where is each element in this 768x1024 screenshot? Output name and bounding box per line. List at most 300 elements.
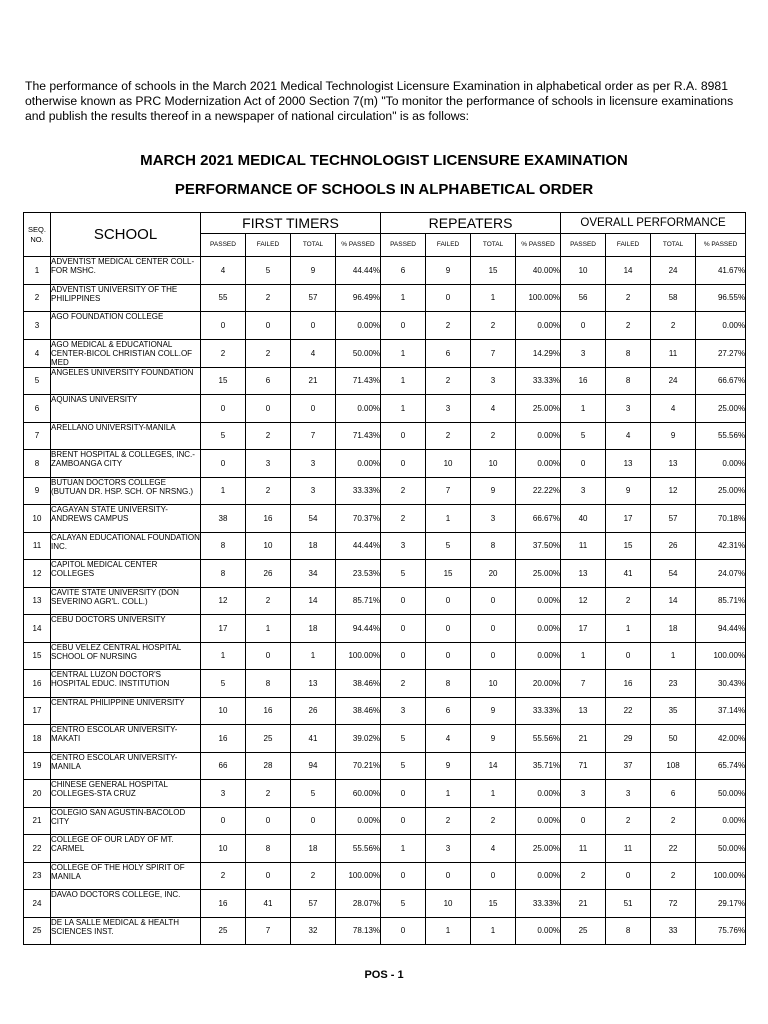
repeaters-failed-cell: 0: [426, 862, 471, 890]
first-timers-total-cell: 4: [291, 339, 336, 367]
rp-total-header: TOTAL: [471, 234, 516, 257]
table-row: [24, 505, 746, 533]
first-timers-passed-cell: 4: [201, 257, 246, 285]
overall-passed-cell: 21: [561, 725, 606, 753]
first-timers-failed-cell: 25: [246, 725, 291, 753]
overall-pct-passed-cell: 65.74%: [696, 752, 746, 780]
school-name: AQUINAS UNIVERSITY: [51, 395, 201, 423]
school-name: ARELLANO UNIVERSITY-MANILA: [51, 422, 201, 450]
repeaters-total-cell: 15: [471, 890, 516, 918]
overall-failed-cell: 0: [606, 862, 651, 890]
repeaters-pct-passed-cell: 14.29%: [516, 339, 561, 367]
overall-total-cell: 57: [651, 505, 696, 533]
seq-number: 8: [24, 450, 51, 478]
school-name: CEBU VELEZ CENTRAL HOSPITAL SCHOOL OF NURSING: [51, 642, 201, 670]
repeaters-passed-cell: 5: [381, 890, 426, 918]
overall-total-cell: 2: [651, 312, 696, 340]
ov-pct-passed-header: % PASSED: [696, 234, 746, 257]
overall-pct-passed-cell: 96.55%: [696, 284, 746, 312]
repeaters-pct-passed-cell: 33.33%: [516, 890, 561, 918]
first-timers-failed-cell: 8: [246, 670, 291, 698]
overall-passed-cell: 21: [561, 890, 606, 918]
first-timers-failed-cell: 2: [246, 339, 291, 367]
school-name: BRENT HOSPITAL & COLLEGES, INC.-ZAMBOANGA CITY: [51, 450, 201, 478]
school-name: COLLEGE OF THE HOLY SPIRIT OF MANILA: [51, 862, 201, 890]
first-timers-passed-cell: 15: [201, 367, 246, 395]
repeaters-failed-cell: 0: [426, 642, 471, 670]
table-row: [24, 615, 746, 643]
repeaters-total-cell: 14: [471, 752, 516, 780]
report-subtitle: PERFORMANCE OF SCHOOLS IN ALPHABETICAL ORDER: [174, 181, 594, 198]
first-timers-pct-passed-cell: 50.00%: [336, 339, 381, 367]
overall-total-cell: 18: [651, 615, 696, 643]
repeaters-total-cell: 10: [471, 450, 516, 478]
overall-pct-passed-cell: 41.67%: [696, 257, 746, 285]
first-timers-pct-passed-cell: 70.21%: [336, 752, 381, 780]
table-row: [24, 312, 746, 340]
first-timers-failed-cell: 16: [246, 697, 291, 725]
first-timers-failed-cell: 2: [246, 422, 291, 450]
repeaters-passed-cell: 1: [381, 284, 426, 312]
table-row: [24, 367, 746, 395]
school-name: CEBU DOCTORS UNIVERSITY: [51, 615, 201, 643]
repeaters-total-cell: 2: [471, 807, 516, 835]
overall-pct-passed-cell: 25.00%: [696, 395, 746, 423]
table-row: [24, 560, 746, 588]
overall-failed-cell: 4: [606, 422, 651, 450]
overall-passed-cell: 12: [561, 587, 606, 615]
seq-number: 9: [24, 477, 51, 505]
first-timers-passed-cell: 12: [201, 587, 246, 615]
overall-passed-cell: 2: [561, 862, 606, 890]
first-timers-pct-passed-cell: 44.44%: [336, 532, 381, 560]
first-timers-pct-passed-cell: 0.00%: [336, 312, 381, 340]
table-row: [24, 395, 746, 423]
repeaters-total-cell: 3: [471, 367, 516, 395]
first-timers-pct-passed-cell: 71.43%: [336, 367, 381, 395]
repeaters-total-cell: 9: [471, 725, 516, 753]
first-timers-pct-passed-cell: 100.00%: [336, 862, 381, 890]
first-timers-pct-passed-cell: 0.00%: [336, 450, 381, 478]
first-timers-pct-passed-cell: 60.00%: [336, 780, 381, 808]
first-timers-passed-cell: 0: [201, 807, 246, 835]
overall-pct-passed-cell: 100.00%: [696, 642, 746, 670]
repeaters-pct-passed-cell: 55.56%: [516, 725, 561, 753]
rp-passed-header: PASSED: [381, 234, 426, 257]
overall-failed-cell: 22: [606, 697, 651, 725]
overall-pct-passed-cell: 37.14%: [696, 697, 746, 725]
overall-passed-cell: 16: [561, 367, 606, 395]
table-row: [24, 807, 746, 835]
repeaters-passed-cell: 1: [381, 367, 426, 395]
repeaters-failed-cell: 1: [426, 505, 471, 533]
first-timers-pct-passed-cell: 55.56%: [336, 835, 381, 863]
first-timers-total-cell: 13: [291, 670, 336, 698]
first-timers-passed-cell: 10: [201, 835, 246, 863]
first-timers-total-cell: 7: [291, 422, 336, 450]
first-timers-pct-passed-cell: 71.43%: [336, 422, 381, 450]
repeaters-total-cell: 2: [471, 312, 516, 340]
repeaters-failed-cell: 8: [426, 670, 471, 698]
seq-number: 2: [24, 284, 51, 312]
school-name: CAPITOL MEDICAL CENTER COLLEGES: [51, 560, 201, 588]
first-timers-passed-cell: 8: [201, 560, 246, 588]
repeaters-passed-cell: 5: [381, 560, 426, 588]
overall-passed-cell: 13: [561, 560, 606, 588]
overall-failed-cell: 13: [606, 450, 651, 478]
header-row-groups: [24, 213, 746, 234]
repeaters-pct-passed-cell: 0.00%: [516, 642, 561, 670]
first-timers-total-cell: 0: [291, 395, 336, 423]
first-timers-pct-passed-cell: 44.44%: [336, 257, 381, 285]
first-timers-header: FIRST TIMERS: [201, 213, 381, 234]
ft-total-header: TOTAL: [291, 234, 336, 257]
overall-pct-passed-cell: 25.00%: [696, 477, 746, 505]
repeaters-total-cell: 0: [471, 862, 516, 890]
overall-total-cell: 2: [651, 807, 696, 835]
repeaters-failed-cell: 7: [426, 477, 471, 505]
repeaters-failed-cell: 2: [426, 422, 471, 450]
first-timers-total-cell: 0: [291, 312, 336, 340]
first-timers-pct-passed-cell: 78.13%: [336, 917, 381, 945]
repeaters-pct-passed-cell: 0.00%: [516, 587, 561, 615]
first-timers-pct-passed-cell: 38.46%: [336, 670, 381, 698]
first-timers-passed-cell: 5: [201, 670, 246, 698]
first-timers-failed-cell: 1: [246, 615, 291, 643]
seq-number: 25: [24, 917, 51, 945]
seq-number: 3: [24, 312, 51, 340]
repeaters-passed-cell: 2: [381, 477, 426, 505]
table-row: [24, 422, 746, 450]
overall-passed-cell: 11: [561, 532, 606, 560]
repeaters-pct-passed-cell: 33.33%: [516, 697, 561, 725]
overall-failed-cell: 15: [606, 532, 651, 560]
first-timers-failed-cell: 0: [246, 807, 291, 835]
repeaters-failed-cell: 0: [426, 587, 471, 615]
intro-paragraph: The performance of schools in the March 2021 Medical Technologist Licensure Examination in alphabetical order as per R.A. 8981 otherwise known as PRC Modernization Act of 2000 Section 7(m) "To monitor the performance of schools in licensure examinations and publish the results thereof in a newspaper of national circulation" is as follows:: [25, 79, 734, 123]
repeaters-failed-cell: 5: [426, 532, 471, 560]
seq-number: 24: [24, 890, 51, 918]
first-timers-pct-passed-cell: 85.71%: [336, 587, 381, 615]
first-timers-total-cell: 21: [291, 367, 336, 395]
first-timers-failed-cell: 5: [246, 257, 291, 285]
first-timers-passed-cell: 1: [201, 642, 246, 670]
seq-number: 12: [24, 560, 51, 588]
school-name: AGO FOUNDATION COLLEGE: [51, 312, 201, 340]
first-timers-passed-cell: 2: [201, 862, 246, 890]
school-name: COLEGIO SAN AGUSTIN-BACOLOD CITY: [51, 807, 201, 835]
repeaters-failed-cell: 4: [426, 725, 471, 753]
first-timers-passed-cell: 16: [201, 890, 246, 918]
overall-failed-cell: 14: [606, 257, 651, 285]
repeaters-pct-passed-cell: 0.00%: [516, 615, 561, 643]
overall-pct-passed-cell: 27.27%: [696, 339, 746, 367]
overall-failed-cell: 51: [606, 890, 651, 918]
overall-pct-passed-cell: 70.18%: [696, 505, 746, 533]
overall-passed-cell: 1: [561, 395, 606, 423]
overall-passed-cell: 0: [561, 312, 606, 340]
repeaters-pct-passed-cell: 0.00%: [516, 780, 561, 808]
overall-failed-cell: 2: [606, 587, 651, 615]
overall-passed-cell: 3: [561, 477, 606, 505]
overall-total-cell: 23: [651, 670, 696, 698]
overall-passed-cell: 5: [561, 422, 606, 450]
repeaters-failed-cell: 2: [426, 312, 471, 340]
overall-passed-cell: 17: [561, 615, 606, 643]
repeaters-total-cell: 1: [471, 780, 516, 808]
overall-passed-cell: 25: [561, 917, 606, 945]
school-name: ADVENTIST MEDICAL CENTER COLL-FOR MSHC.: [51, 257, 201, 285]
overall-total-cell: 13: [651, 450, 696, 478]
first-timers-passed-cell: 38: [201, 505, 246, 533]
first-timers-failed-cell: 8: [246, 835, 291, 863]
school-header: SCHOOL: [51, 213, 201, 257]
first-timers-failed-cell: 26: [246, 560, 291, 588]
seq-number: 17: [24, 697, 51, 725]
first-timers-total-cell: 18: [291, 532, 336, 560]
repeaters-pct-passed-cell: 0.00%: [516, 422, 561, 450]
seq-number: 1: [24, 257, 51, 285]
repeaters-failed-cell: 0: [426, 284, 471, 312]
report-title: MARCH 2021 MEDICAL TECHNOLOGIST LICENSURE EXAMINATION: [140, 152, 628, 169]
first-timers-passed-cell: 16: [201, 725, 246, 753]
first-timers-total-cell: 18: [291, 835, 336, 863]
first-timers-failed-cell: 2: [246, 587, 291, 615]
first-timers-pct-passed-cell: 94.44%: [336, 615, 381, 643]
overall-failed-cell: 41: [606, 560, 651, 588]
ov-total-header: TOTAL: [651, 234, 696, 257]
repeaters-failed-cell: 6: [426, 697, 471, 725]
table-row: [24, 697, 746, 725]
repeaters-failed-cell: 1: [426, 780, 471, 808]
first-timers-pct-passed-cell: 70.37%: [336, 505, 381, 533]
repeaters-total-cell: 7: [471, 339, 516, 367]
repeaters-total-cell: 8: [471, 532, 516, 560]
overall-failed-cell: 37: [606, 752, 651, 780]
first-timers-passed-cell: 66: [201, 752, 246, 780]
repeaters-passed-cell: 6: [381, 257, 426, 285]
overall-pct-passed-cell: 75.76%: [696, 917, 746, 945]
overall-pct-passed-cell: 66.67%: [696, 367, 746, 395]
overall-pct-passed-cell: 55.56%: [696, 422, 746, 450]
repeaters-pct-passed-cell: 100.00%: [516, 284, 561, 312]
overall-total-cell: 35: [651, 697, 696, 725]
repeaters-pct-passed-cell: 0.00%: [516, 807, 561, 835]
first-timers-pct-passed-cell: 38.46%: [336, 697, 381, 725]
repeaters-passed-cell: 1: [381, 339, 426, 367]
repeaters-pct-passed-cell: 25.00%: [516, 395, 561, 423]
repeaters-passed-cell: 0: [381, 862, 426, 890]
school-name: CAGAYAN STATE UNIVERSITY-ANDREWS CAMPUS: [51, 505, 201, 533]
overall-total-cell: 72: [651, 890, 696, 918]
table-row: [24, 752, 746, 780]
table-row: [24, 917, 746, 945]
seq-number: 14: [24, 615, 51, 643]
table-row: [24, 670, 746, 698]
first-timers-passed-cell: 8: [201, 532, 246, 560]
repeaters-pct-passed-cell: 35.71%: [516, 752, 561, 780]
overall-total-cell: 9: [651, 422, 696, 450]
table-row: [24, 257, 746, 285]
results-body: [24, 257, 746, 945]
repeaters-failed-cell: 3: [426, 395, 471, 423]
repeaters-total-cell: 20: [471, 560, 516, 588]
first-timers-pct-passed-cell: 0.00%: [336, 807, 381, 835]
repeaters-total-cell: 9: [471, 697, 516, 725]
overall-pct-passed-cell: 30.43%: [696, 670, 746, 698]
first-timers-pct-passed-cell: 28.07%: [336, 890, 381, 918]
first-timers-failed-cell: 0: [246, 312, 291, 340]
repeaters-passed-cell: 0: [381, 780, 426, 808]
overall-passed-cell: 3: [561, 339, 606, 367]
repeaters-pct-passed-cell: 25.00%: [516, 835, 561, 863]
overall-pct-passed-cell: 0.00%: [696, 450, 746, 478]
repeaters-total-cell: 0: [471, 642, 516, 670]
repeaters-failed-cell: 1: [426, 917, 471, 945]
first-timers-total-cell: 9: [291, 257, 336, 285]
overall-failed-cell: 1: [606, 615, 651, 643]
first-timers-failed-cell: 6: [246, 367, 291, 395]
overall-passed-cell: 40: [561, 505, 606, 533]
repeaters-total-cell: 4: [471, 395, 516, 423]
repeaters-header: REPEATERS: [381, 213, 561, 234]
overall-failed-cell: 29: [606, 725, 651, 753]
school-name: CENTRAL PHILIPPINE UNIVERSITY: [51, 697, 201, 725]
repeaters-total-cell: 1: [471, 284, 516, 312]
overall-pct-passed-cell: 50.00%: [696, 780, 746, 808]
seq-number: 15: [24, 642, 51, 670]
repeaters-passed-cell: 0: [381, 587, 426, 615]
overall-performance-header: OVERALL PERFORMANCE: [561, 213, 746, 234]
repeaters-failed-cell: 9: [426, 257, 471, 285]
overall-pct-passed-cell: 100.00%: [696, 862, 746, 890]
first-timers-total-cell: 32: [291, 917, 336, 945]
first-timers-failed-cell: 2: [246, 780, 291, 808]
first-timers-total-cell: 26: [291, 697, 336, 725]
first-timers-passed-cell: 25: [201, 917, 246, 945]
repeaters-pct-passed-cell: 40.00%: [516, 257, 561, 285]
overall-pct-passed-cell: 50.00%: [696, 835, 746, 863]
first-timers-failed-cell: 10: [246, 532, 291, 560]
repeaters-failed-cell: 10: [426, 890, 471, 918]
repeaters-total-cell: 9: [471, 477, 516, 505]
overall-passed-cell: 56: [561, 284, 606, 312]
first-timers-passed-cell: 3: [201, 780, 246, 808]
table-row: [24, 862, 746, 890]
seq-number: 5: [24, 367, 51, 395]
repeaters-pct-passed-cell: 37.50%: [516, 532, 561, 560]
overall-total-cell: 24: [651, 257, 696, 285]
overall-failed-cell: 8: [606, 367, 651, 395]
first-timers-failed-cell: 3: [246, 450, 291, 478]
overall-total-cell: 24: [651, 367, 696, 395]
first-timers-pct-passed-cell: 39.02%: [336, 725, 381, 753]
first-timers-pct-passed-cell: 0.00%: [336, 395, 381, 423]
table-row: [24, 284, 746, 312]
table-row: [24, 725, 746, 753]
first-timers-pct-passed-cell: 33.33%: [336, 477, 381, 505]
first-timers-passed-cell: 2: [201, 339, 246, 367]
school-name: CENTRO ESCOLAR UNIVERSITY-MANILA: [51, 752, 201, 780]
table-row: [24, 339, 746, 367]
school-name: CALAYAN EDUCATIONAL FOUNDATION INC.: [51, 532, 201, 560]
repeaters-passed-cell: 5: [381, 752, 426, 780]
repeaters-pct-passed-cell: 33.33%: [516, 367, 561, 395]
school-name: ANGELES UNIVERSITY FOUNDATION: [51, 367, 201, 395]
overall-failed-cell: 11: [606, 835, 651, 863]
overall-failed-cell: 9: [606, 477, 651, 505]
ov-passed-header: PASSED: [561, 234, 606, 257]
ft-failed-header: FAILED: [246, 234, 291, 257]
repeaters-total-cell: 2: [471, 422, 516, 450]
overall-passed-cell: 3: [561, 780, 606, 808]
first-timers-total-cell: 5: [291, 780, 336, 808]
repeaters-failed-cell: 2: [426, 367, 471, 395]
repeaters-failed-cell: 6: [426, 339, 471, 367]
repeaters-passed-cell: 2: [381, 670, 426, 698]
first-timers-failed-cell: 28: [246, 752, 291, 780]
first-timers-failed-cell: 41: [246, 890, 291, 918]
overall-total-cell: 22: [651, 835, 696, 863]
overall-failed-cell: 17: [606, 505, 651, 533]
seq-number: 16: [24, 670, 51, 698]
repeaters-total-cell: 0: [471, 615, 516, 643]
first-timers-failed-cell: 0: [246, 642, 291, 670]
first-timers-failed-cell: 2: [246, 284, 291, 312]
overall-total-cell: 33: [651, 917, 696, 945]
school-name: CAVITE STATE UNIVERSITY (DON SEVERINO AGR'L. COLL.): [51, 587, 201, 615]
overall-passed-cell: 1: [561, 642, 606, 670]
repeaters-passed-cell: 3: [381, 532, 426, 560]
overall-pct-passed-cell: 29.17%: [696, 890, 746, 918]
repeaters-pct-passed-cell: 25.00%: [516, 560, 561, 588]
repeaters-pct-passed-cell: 0.00%: [516, 862, 561, 890]
repeaters-total-cell: 1: [471, 917, 516, 945]
repeaters-passed-cell: 0: [381, 450, 426, 478]
first-timers-total-cell: 0: [291, 807, 336, 835]
repeaters-passed-cell: 0: [381, 642, 426, 670]
repeaters-total-cell: 0: [471, 587, 516, 615]
repeaters-total-cell: 3: [471, 505, 516, 533]
first-timers-failed-cell: 0: [246, 862, 291, 890]
ft-passed-header: PASSED: [201, 234, 246, 257]
first-timers-failed-cell: 7: [246, 917, 291, 945]
school-name: CENTRO ESCOLAR UNIVERSITY-MAKATI: [51, 725, 201, 753]
overall-total-cell: 14: [651, 587, 696, 615]
page-footer: POS - 1: [364, 969, 404, 981]
overall-failed-cell: 8: [606, 917, 651, 945]
first-timers-failed-cell: 0: [246, 395, 291, 423]
seq-number: 20: [24, 780, 51, 808]
rp-failed-header: FAILED: [426, 234, 471, 257]
repeaters-passed-cell: 0: [381, 807, 426, 835]
school-name: COLLEGE OF OUR LADY OF MT. CARMEL: [51, 835, 201, 863]
first-timers-total-cell: 1: [291, 642, 336, 670]
school-name: AGO MEDICAL & EDUCATIONAL CENTER-BICOL CHRISTIAN COLL.OF MED: [51, 339, 201, 367]
overall-passed-cell: 71: [561, 752, 606, 780]
overall-total-cell: 50: [651, 725, 696, 753]
overall-total-cell: 1: [651, 642, 696, 670]
first-timers-total-cell: 54: [291, 505, 336, 533]
seq-number: 22: [24, 835, 51, 863]
first-timers-failed-cell: 2: [246, 477, 291, 505]
repeaters-pct-passed-cell: 20.00%: [516, 670, 561, 698]
first-timers-total-cell: 41: [291, 725, 336, 753]
overall-total-cell: 6: [651, 780, 696, 808]
first-timers-passed-cell: 10: [201, 697, 246, 725]
overall-pct-passed-cell: 24.07%: [696, 560, 746, 588]
first-timers-passed-cell: 0: [201, 450, 246, 478]
